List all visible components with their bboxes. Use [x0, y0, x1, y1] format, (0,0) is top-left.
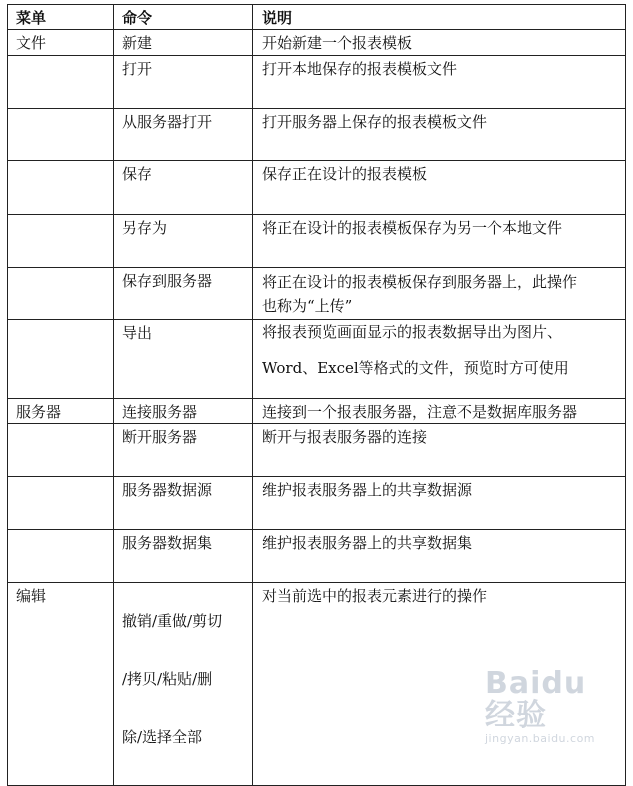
description-cell	[253, 268, 626, 320]
table-row	[8, 56, 626, 109]
description-line: 将正在设计的报表模板保存到服务器上，此操作	[262, 273, 578, 291]
description-line: 将报表预览画面显示的报表数据导出为图片、	[262, 323, 563, 341]
command-cell: 服务器数据源	[114, 477, 253, 530]
command-cell: 服务器数据集	[114, 530, 253, 583]
table-row	[8, 424, 626, 477]
description-cell: 打开服务器上保存的报表模板文件	[253, 109, 626, 161]
header-command: 命令	[114, 5, 253, 30]
table-row	[8, 161, 626, 215]
command-cell: 保存到服务器	[114, 268, 253, 320]
description-line: Word、Excel等格式的文件，预览时方可使用	[262, 359, 569, 377]
description-cell: 对当前选中的报表元素进行的操作	[253, 583, 626, 786]
menu-cell	[8, 215, 114, 268]
table-row	[8, 399, 626, 424]
command-cell: 新建	[114, 30, 253, 56]
description-cell: 连接到一个报表服务器，注意不是数据库服务器	[253, 399, 626, 424]
description-cell: 保存正在设计的报表模板	[253, 161, 626, 215]
menu-cell	[8, 161, 114, 215]
table-row	[8, 320, 626, 399]
command-cell: 另存为	[114, 215, 253, 268]
menu-cell: 编辑	[8, 583, 114, 786]
description-cell: 打开本地保存的报表模板文件	[253, 56, 626, 109]
description-cell: 开始新建一个报表模板	[253, 30, 626, 56]
description-cell: 断开与报表服务器的连接	[253, 424, 626, 477]
table-row	[8, 215, 626, 268]
menu-cell: 文件	[8, 30, 114, 56]
menu-cell	[8, 268, 114, 320]
command-cell: 打开	[114, 56, 253, 109]
table-row	[8, 477, 626, 530]
command-cell: 保存	[114, 161, 253, 215]
table-row	[8, 268, 626, 320]
table-row	[8, 109, 626, 161]
watermark-url: jingyan.baidu.com	[485, 732, 596, 745]
table-row	[8, 530, 626, 583]
description-cell: 将正在设计的报表模板保存为另一个本地文件	[253, 215, 626, 268]
description-line: 也称为“上传”	[262, 297, 353, 315]
menu-cell	[8, 530, 114, 583]
table-row	[8, 30, 626, 56]
baidu-jingyan-watermark	[485, 666, 605, 745]
table-header-row	[8, 5, 626, 30]
description-cell: 维护报表服务器上的共享数据集	[253, 530, 626, 583]
command-line: 除/选择全部	[122, 728, 203, 746]
menu-cell	[8, 477, 114, 530]
menu-cell	[8, 109, 114, 161]
command-cell: 从服务器打开	[114, 109, 253, 161]
description-cell	[253, 320, 626, 399]
menu-cell	[8, 424, 114, 477]
command-cell	[114, 583, 253, 786]
header-menu: 菜单	[8, 5, 114, 30]
header-description: 说明	[253, 5, 626, 30]
description-cell: 维护报表服务器上的共享数据源	[253, 477, 626, 530]
command-cell: 连接服务器	[114, 399, 253, 424]
command-line: 撤销/重做/剪切	[122, 612, 223, 630]
watermark-brand: Baidu经验	[485, 666, 587, 733]
command-cell: 导出	[114, 320, 253, 399]
command-line: /拷贝/粘贴/删	[122, 670, 213, 688]
menu-cell	[8, 320, 114, 399]
command-cell: 断开服务器	[114, 424, 253, 477]
menu-cell	[8, 56, 114, 109]
menu-cell: 服务器	[8, 399, 114, 424]
